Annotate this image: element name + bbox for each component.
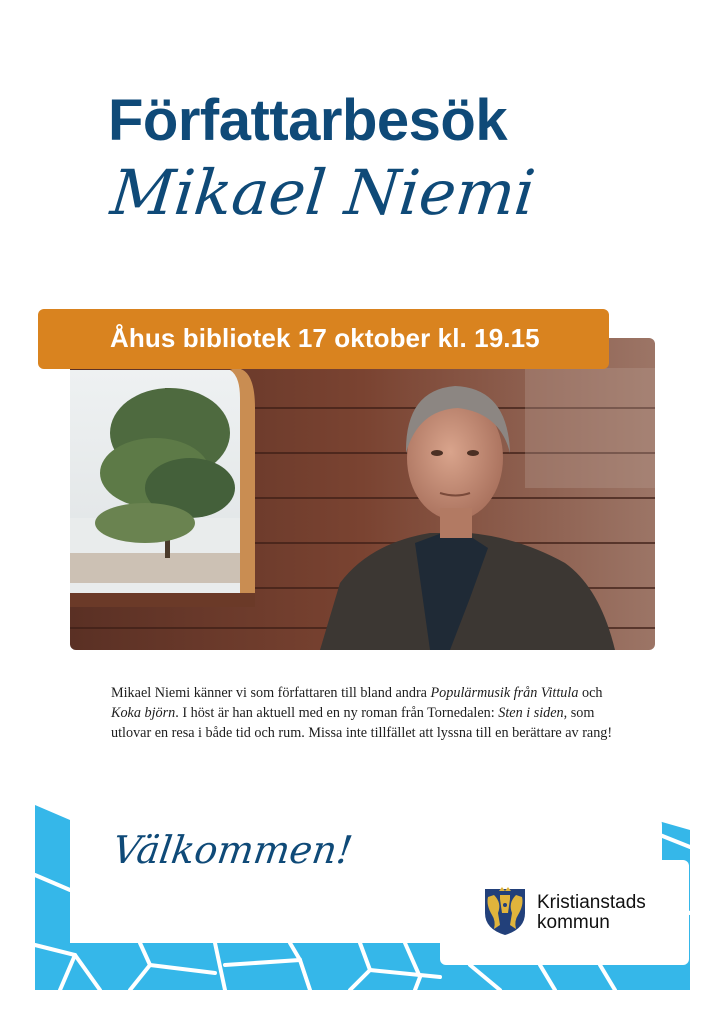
brand-name <box>537 893 646 933</box>
page-title: Författarbesök <box>108 88 508 153</box>
event-details: Åhus bibliotek 17 oktober kl. 19.15 <box>110 323 540 353</box>
book-title-3: Sten i siden <box>498 704 564 721</box>
brand-line-2: kommun <box>537 912 610 933</box>
book-title-2: Koka björn <box>111 704 176 721</box>
description-text-3: . I höst är han aktuell med en ny roman från Tornedalen: <box>175 704 499 721</box>
welcome-message: Välkommen! <box>110 828 356 872</box>
municipal-crest-icon <box>480 885 530 937</box>
author-name: Mikael Niemi <box>107 156 539 229</box>
description-text-4: , som utlovar en resa i både tid och rum. Missa inte tillfället att lyssna till en berättare av rang! <box>111 704 613 741</box>
brand-line-1: Kristianstads <box>537 892 646 913</box>
description-text-2: och <box>578 685 603 701</box>
event-description <box>111 684 623 743</box>
description-text-1: Mikael Niemi känner vi som författaren till bland andra <box>111 685 431 701</box>
event-banner <box>38 309 609 369</box>
author-photo <box>70 338 655 650</box>
book-title-1: Populärmusik från Vittula <box>430 685 579 701</box>
